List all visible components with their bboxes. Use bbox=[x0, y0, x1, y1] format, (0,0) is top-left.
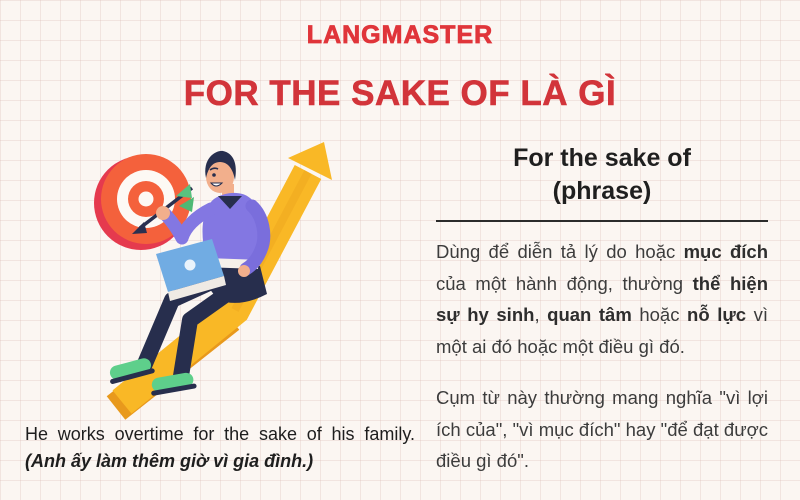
part-of-speech: (phrase) bbox=[552, 177, 652, 205]
brand-logo: LANGMASTER bbox=[306, 21, 494, 49]
text-segment: vì một ai đó hoặc một điều gì đó. bbox=[436, 304, 768, 357]
text-segment-bold: nỗ lực bbox=[687, 304, 747, 325]
definition-text bbox=[436, 236, 768, 362]
illustration bbox=[80, 136, 392, 428]
divider-line bbox=[436, 220, 768, 222]
text-segment: hoặc bbox=[631, 304, 688, 325]
example-vietnamese: (Anh ấy làm thêm giờ vì gia đình.) bbox=[25, 451, 314, 471]
usage-note-text: Cụm từ này thường mang nghĩa "vì lợi ích của", "vì mục đích" hay "để đạt được điều gì đó". bbox=[436, 387, 768, 471]
text-segment-bold: mục đích bbox=[683, 241, 768, 262]
text-segment-bold: quan tâm bbox=[547, 304, 632, 325]
text-segment: của một hành động, thường bbox=[436, 272, 693, 294]
text-segment: Dùng để diễn tả lý do hoặc bbox=[436, 241, 684, 262]
text-segment: , bbox=[534, 304, 548, 325]
text-segment-bold: thể hiện sự hy sinh bbox=[436, 272, 769, 325]
definition-column bbox=[436, 142, 768, 477]
term-heading: For the sake of bbox=[513, 144, 691, 172]
example-sentence bbox=[25, 421, 415, 475]
page-title: FOR THE SAKE OF LÀ GÌ bbox=[183, 74, 617, 113]
example-english: He works overtime for the sake of his family. bbox=[25, 424, 415, 444]
